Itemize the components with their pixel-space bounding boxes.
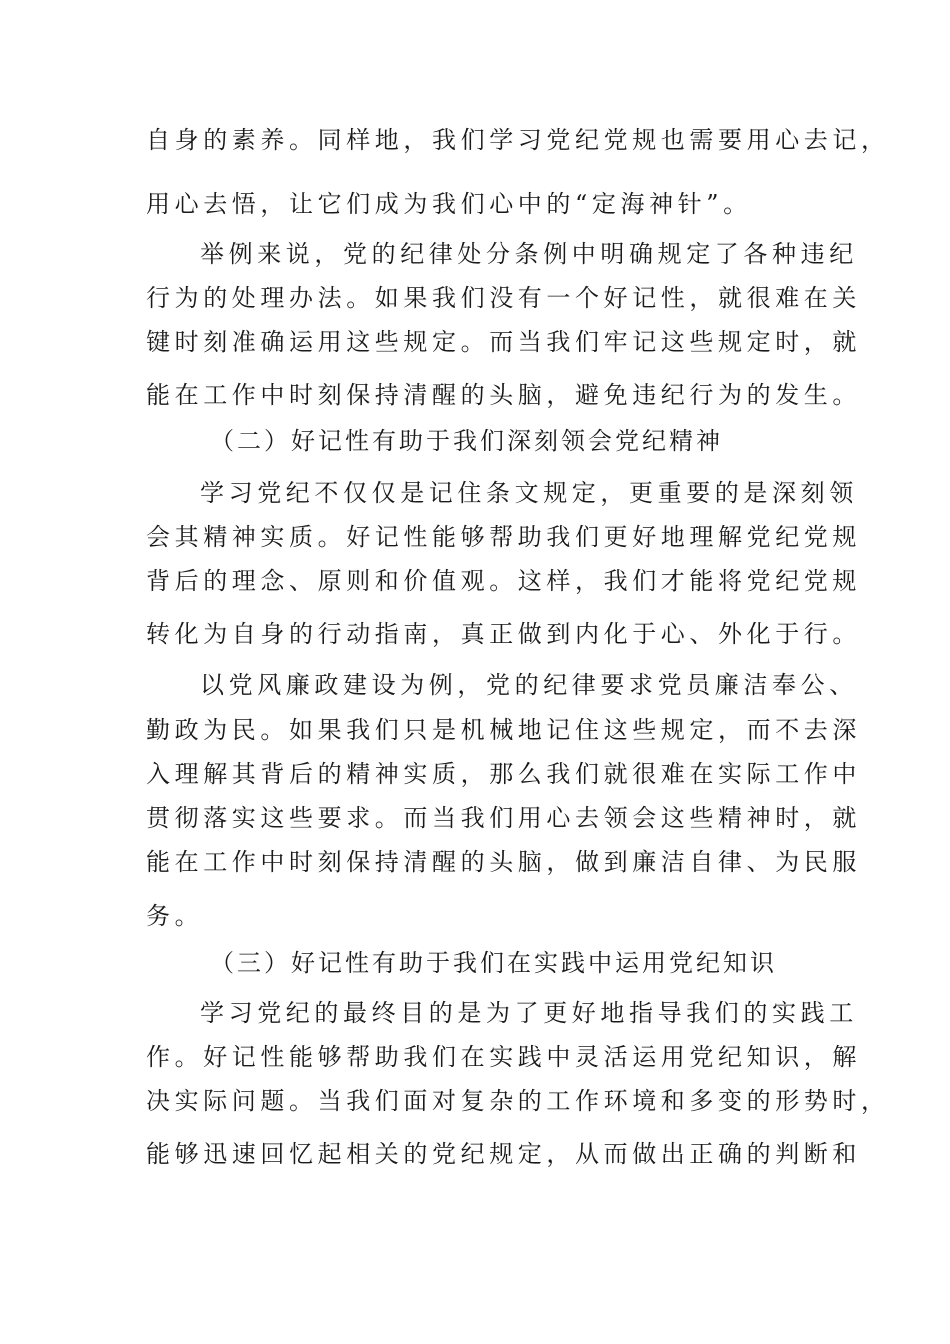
section-heading: （二）好记性有助于我们深刻领会党纪精神	[210, 427, 723, 455]
paragraph-line: 会其精神实质。好记性能够帮助我们更好地理解党纪党规	[146, 523, 861, 551]
paragraph-line: 能够迅速回忆起相关的党纪规定，从而做出正确的判断和	[146, 1140, 861, 1168]
paragraph-line: 能在工作中时刻保持清醒的头脑，避免违纪行为的发生。	[146, 381, 861, 409]
paragraph-line: 背后的理念、原则和价值观。这样，我们才能将党纪党规	[146, 567, 861, 595]
paragraph-line: 学习党纪的最终目的是为了更好地指导我们的实践工	[200, 999, 858, 1027]
paragraph-line: 入理解其背后的精神实质，那么我们就很难在实际工作中	[146, 760, 861, 788]
paragraph-line: 决实际问题。当我们面对复杂的工作环境和多变的形势时，	[146, 1087, 890, 1115]
paragraph-line: 用心去悟，让它们成为我们心中的“定海神针”。	[146, 190, 752, 218]
section-heading: （三）好记性有助于我们在实践中运用党纪知识	[210, 949, 777, 977]
paragraph-line: 勤政为民。如果我们只是机械地记住这些规定，而不去深	[146, 716, 861, 744]
paragraph-line: 行为的处理办法。如果我们没有一个好记性，就很难在关	[146, 284, 861, 312]
paragraph-line: 作。好记性能够帮助我们在实践中灵活运用党纪知识，解	[146, 1043, 861, 1071]
paragraph-line: 能在工作中时刻保持清醒的头脑，做到廉洁自律、为民服	[146, 848, 861, 876]
paragraph-line: 学习党纪不仅仅是记住条文规定，更重要的是深刻领	[200, 479, 858, 507]
paragraph-line: 转化为自身的行动指南，真正做到内化于心、外化于行。	[146, 620, 861, 648]
paragraph-line: 举例来说，党的纪律处分条例中明确规定了各种违纪	[200, 240, 858, 268]
paragraph-line: 自身的素养。同样地，我们学习党纪党规也需要用心去记，	[146, 126, 890, 154]
paragraph-line: 以党风廉政建设为例，党的纪律要求党员廉洁奉公、	[200, 671, 858, 699]
paragraph-line: 键时刻准确运用这些规定。而当我们牢记这些规定时，就	[146, 328, 861, 356]
paragraph-line: 贯彻落实这些要求。而当我们用心去领会这些精神时，就	[146, 804, 861, 832]
paragraph-line: 务。	[146, 902, 204, 930]
